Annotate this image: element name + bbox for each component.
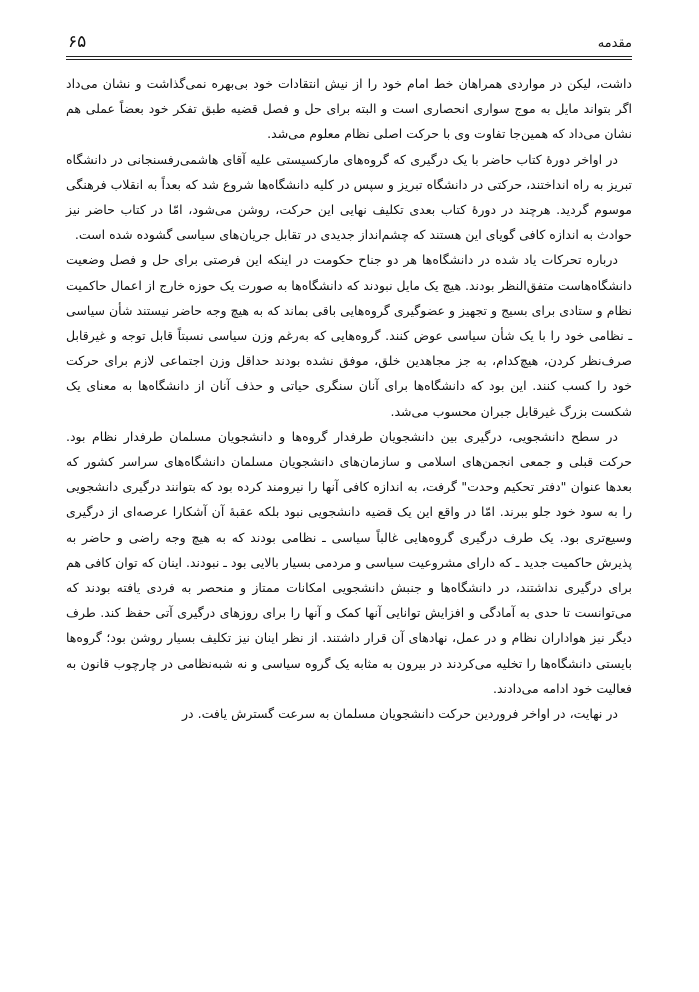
header-rule-bottom [66,59,632,60]
chapter-title: مقدمه [597,36,632,51]
page-number: ۶۵ [68,32,87,52]
paragraph-2: در اواخر دورهٔ کتاب حاضر با یک درگیری که گروه‌های مارکسیستی علیه آقای هاشمی‌رفسنجانی در دانشگاه تبریز به راه انداختند، حرکتی در دانشگاه تبریز و سپس در کلیه دانشگاه‌ها شروع شد که بعداً به انقلاب فرهنگی موسوم گردید. هرچند در دورهٔ کتاب بعدی تکلیف نهایی این حرکت، روشن می‌شود، امّا در کتاب حاضر نیز حوادث به اندازه کافی گویای این هستند که چشم‌انداز جدیدی در تقابل جریان‌های سیاسی گشوده شده است. [66,151,632,243]
running-header [66,30,632,56]
paragraph-3: درباره تحرکات یاد شده در دانشگاه‌ها هر دو جناح حکومت در اینکه این فرصتی برای حل و فصل وضعیت دانشگاه‌هاست متفق‌النظر بودند. هیچ یک مایل نبودند که دانشگاه‌ها به صورت یک حوزه خارج از اعمال حاکمیت نظام و ستادی برای بسیج و تجهیز و عضوگیری گروه‌هایی باقی بماند که به هیچ وجه حاضر نیستند شأن سیاسی ـ نظامی خود را با یک شأن سیاسی عوض کنند. گروه‌هایی که به‌رغم وزن سیاسی نسبتاً قابل توجه و غیرقابل صرف‌نظر کردن، هیچ‌کدام، به جز مجاهدین خلق، موفق نشده بودند حداقل وزن اجتماعی لازم برای حرکت خود را کسب کنند. این بود که دانشگاه‌ها برای آنان سنگری حیاتی و حذف آنان از دانشگاه‌ها به معنای یک شکست بزرگ غیرقابل جبران محسوب می‌شد. [66,252,632,419]
body-text [66,71,632,726]
header-rule-top [66,56,632,57]
paragraph-4: در سطح دانشجویی، درگیری بین دانشجویان طرفدار گروه‌ها و دانشجویان مسلمان طرفدار نظام بود. حرکت قبلی و جمعی انجمن‌های اسلامی و سازمان‌های دانشجویان مسلمان دانشگاه‌های سراسر کشور که بعدها عنوان "دفتر تحکیم وحدت" گرفت، به اندازه کافی آنها را نیرومند کرده بود که بتوانند درگیری دانشجویی را به سود خود جلو ببرند. امّا در واقع این یک قضیه دانشجویی نبود بلکه عقبهٔ آن آشکارا عرصه‌ای از درگیری وسیع‌تری بود. یک طرف درگیری گروه‌هایی غالباً سیاسی ـ نظامی بودند که به هیچ وجه راضی و حاضر به پذیرش حاکمیت جدید ـ که دارای مشروعیت سیاسی و مردمی بسیار بالایی بود ـ نبودند. اینان که توان کافی هم برای درگیری نداشتند، در دانشگاه‌ها و جنبش دانشجویی امکانات ممتاز و منحصر به فردی یافته بودند که می‌توانست تا حدی به آمادگی و افزایش توانایی آنها کمک و آنها را برای روزهای درگیری آتی حفظ کند. طرف دیگر نیز هواداران نظام و در عمل، نهادهای آن قرار داشتند. از نظر اینان نیز تکلیف بسیار روشن بود؛ گروه‌ها بایستی دانشگاه‌ها را تخلیه می‌کردند در بیرون به مثابه یک گروه سیاسی و نه شبه‌نظامی در چارچوب قانون به فعالیت خود ادامه می‌دادند. [66,428,632,696]
paragraph-1: داشت، لیکن در مواردی همراهان خط امام خود را از نیش انتقادات خود بی‌بهره نمی‌گذاشت و نشان می‌داد اگر بتواند مایل به موج سواری انحصاری است و البته برای حل و فصل قضیه طبق تفکر خود بعضاً عملی هم نشان می‌داد که همین‌جا تفاوت وی با حرکت اصلی نظام معلوم می‌شد. [66,76,632,142]
paragraph-5: در نهایت، در اواخر فروردین حرکت دانشجویان مسلمان به سرعت گسترش یافت. در [182,706,618,722]
book-page [66,30,632,980]
